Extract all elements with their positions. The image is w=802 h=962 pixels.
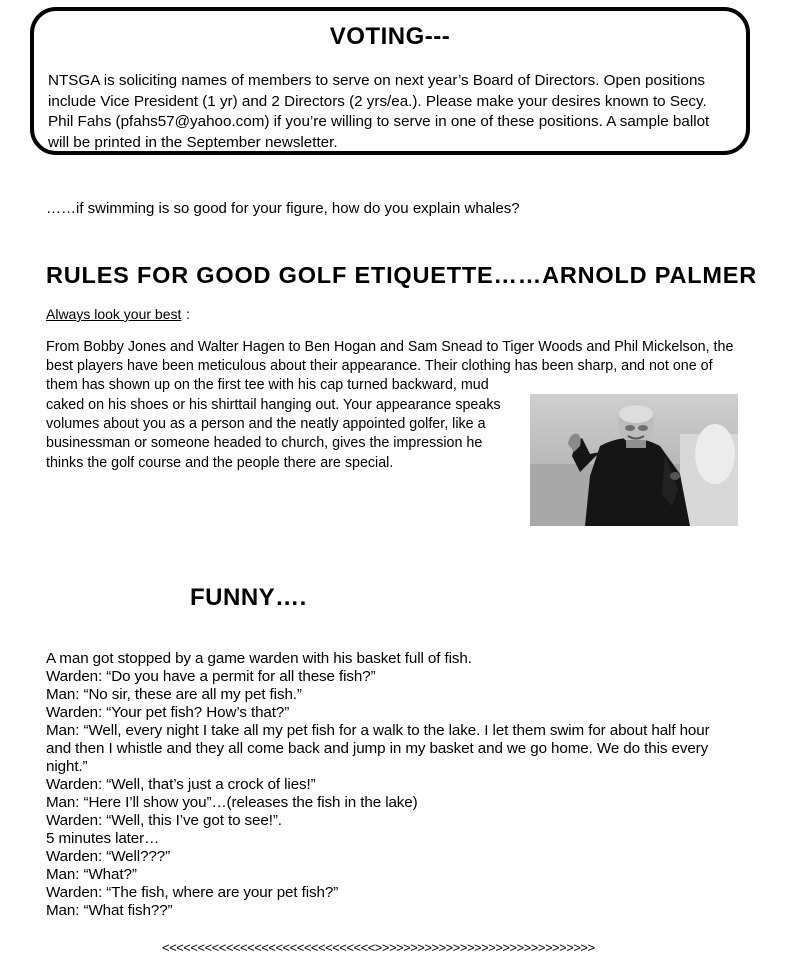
joke-line: Warden: “Well???”: [46, 848, 171, 865]
joke-line: Warden: “The fish, where are your pet fish?”: [46, 884, 339, 901]
funny-title: FUNNY….: [190, 584, 307, 611]
joke-line: and then I whistle and they all come back and jump in my basket and we go home. We do this every: [46, 740, 709, 757]
etiquette-line: best players have been meticulous about their appearance. Their clothing has been sharp, and not one of: [46, 358, 713, 374]
etiquette-line: From Bobby Jones and Walter Hagen to Ben Hogan and Sam Snead to Tiger Woods and Phil Mickelson, the: [46, 339, 734, 355]
joke-line: Warden: “Well, that’s just a crock of lies!”: [46, 776, 316, 793]
joke-line: Warden: “Do you have a permit for all these fish?”: [46, 668, 376, 685]
etiquette-subhead: Always look your best: [46, 306, 182, 322]
joke-line: night.”: [46, 758, 88, 775]
voting-title: VOTING---: [329, 23, 451, 50]
voting-box: [30, 7, 750, 155]
joke-line: A man got stopped by a game warden with his basket full of fish.: [46, 650, 472, 667]
arnold-palmer-photo: [530, 394, 738, 526]
etiquette-line: businessman or someone headed to church, gives the impression he: [46, 435, 483, 451]
whales-one-liner: ……if swimming is so good for your figure, how do you explain whales?: [46, 200, 520, 217]
etiquette-line: volumes about you as a person and the neatly appointed golfer, like a: [46, 416, 486, 432]
etiquette-line: them has shown up on the first tee with his cap turned backward, mud: [46, 377, 489, 393]
joke-line: Man: “What fish??”: [46, 902, 173, 919]
voting-body: [48, 71, 748, 153]
voting-line: Phil Fahs (pfahs57@yahoo.com) if you’re willing to serve in one of these positions. A sample ballot: [48, 113, 710, 130]
etiquette-line: caked on his shoes or his shirttail hanging out. Your appearance speaks: [46, 397, 501, 413]
joke-line: Man: “No sir, these are all my pet fish.”: [46, 686, 302, 703]
joke-line: Warden: “Your pet fish? How’s that?”: [46, 704, 290, 721]
etiquette-subhead-colon: :: [186, 306, 190, 322]
joke-line: Man: “Here I’ll show you”…(releases the fish in the lake): [46, 794, 418, 811]
joke-line: Warden: “Well, this I’ve got to see!”.: [46, 812, 282, 829]
voting-line: NTSGA is soliciting names of members to serve on next year’s Board of Directors. Open positions: [48, 72, 705, 89]
voting-line: include Vice President (1 yr) and 2 Directors (2 yrs/ea.). Please make your desires known to Secy.: [48, 92, 707, 110]
joke-line: 5 minutes later…: [46, 830, 160, 847]
etiquette-title: RULES FOR GOOD GOLF ETIQUETTE……ARNOLD PALMER: [46, 262, 758, 288]
section-divider: <<<<<<<<<<<<<<<<<<<<<<<<<<<<<<>>>>>>>>>>>>>>>>>>>>>>>>>>>>>>>: [162, 940, 595, 955]
etiquette-line: thinks the golf course and the people there are special.: [46, 455, 394, 471]
joke-line: Man: “What?”: [46, 866, 137, 883]
voting-line: will be printed in the September newsletter.: [48, 133, 338, 151]
joke-line: Man: “Well, every night I take all my pet fish for a walk to the lake. I let them swim for about half hour: [46, 722, 710, 739]
